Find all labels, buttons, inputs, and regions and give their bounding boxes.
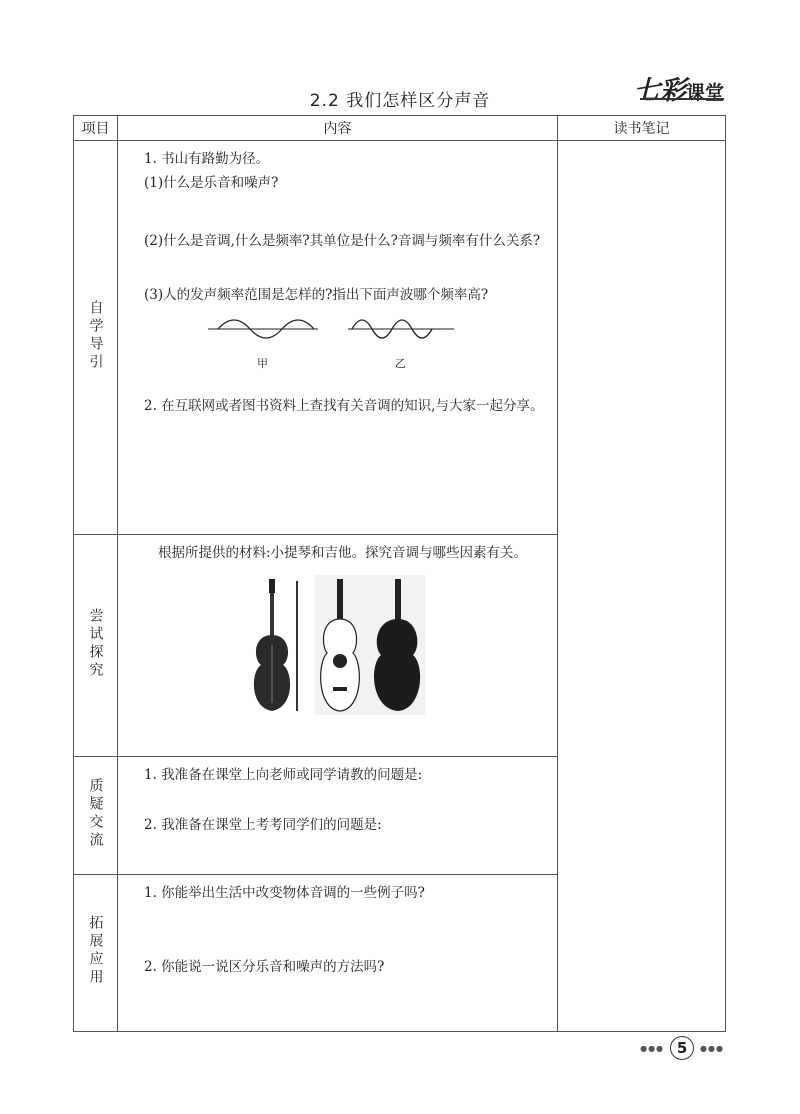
page-dots-right: ●●● bbox=[700, 1043, 724, 1053]
wave-label-yi: 乙 bbox=[395, 357, 406, 370]
wave-label-jia: 甲 bbox=[257, 357, 268, 370]
page-dots-left: ●●● bbox=[640, 1043, 665, 1053]
notes-column bbox=[558, 141, 726, 1032]
text-line: (1)什么是乐音和噪声? bbox=[144, 175, 279, 191]
wave-jia-graphic bbox=[208, 315, 318, 343]
sound-waves-figure bbox=[114, 315, 547, 376]
text-line: 根据所提供的材料:小提琴和吉他。探究音调与哪些因素有关。 bbox=[158, 545, 528, 561]
section-label-cell bbox=[74, 875, 118, 1032]
section-label-zhiyi: 质疑交流 bbox=[87, 777, 104, 850]
text-line: 1. 我准备在课堂上向老师或同学请教的问题是: bbox=[144, 767, 423, 783]
page-number-badge: 5 bbox=[670, 1036, 694, 1060]
header-project: 项目 bbox=[74, 116, 118, 141]
text-line: 2. 我准备在课堂上考考同学们的问题是: bbox=[144, 817, 382, 833]
page-title: 2.2 我们怎样区分声音 bbox=[309, 91, 491, 111]
guitars-image bbox=[315, 575, 425, 715]
section-label-cell bbox=[74, 141, 118, 535]
text-line: 2. 你能说一说区分乐音和噪声的方法吗? bbox=[144, 959, 385, 975]
violin-image bbox=[247, 575, 309, 715]
wave-yi-graphic bbox=[348, 315, 454, 343]
section-content-zhiyi bbox=[118, 757, 558, 875]
study-table bbox=[73, 115, 726, 1032]
text-line: (3)人的发声频率范围是怎样的?指出下面声波哪个频率高? bbox=[144, 287, 489, 303]
instruments-figure bbox=[124, 575, 547, 715]
text-line: 1. 书山有路勤为径。 bbox=[144, 151, 270, 167]
section-label-cell bbox=[74, 757, 118, 875]
section-label-cell bbox=[74, 535, 118, 757]
section-content-changshi bbox=[118, 535, 558, 757]
section-label-zixue: 自学导引 bbox=[87, 299, 104, 372]
header-rule bbox=[640, 98, 724, 100]
header-notes: 读书笔记 bbox=[558, 116, 726, 141]
section-label-tuozhan: 拓展应用 bbox=[87, 915, 104, 987]
section-content-zixue bbox=[118, 141, 558, 535]
text-line: (2)什么是音调,什么是频率?其单位是什么?音调与频率有什么关系? bbox=[144, 233, 541, 249]
page-number bbox=[640, 1036, 724, 1060]
section-label-changshi: 尝试探究 bbox=[87, 607, 104, 680]
text-line: 2. 在互联网或者图书资料上查找有关音调的知识,与大家一起分享。 bbox=[144, 398, 544, 414]
brand-logo: 七彩课堂 bbox=[633, 76, 724, 106]
text-line: 1. 你能举出生活中改变物体音调的一些例子吗? bbox=[144, 885, 425, 901]
section-content-tuozhan bbox=[118, 875, 558, 1032]
header-content: 内容 bbox=[118, 116, 558, 141]
